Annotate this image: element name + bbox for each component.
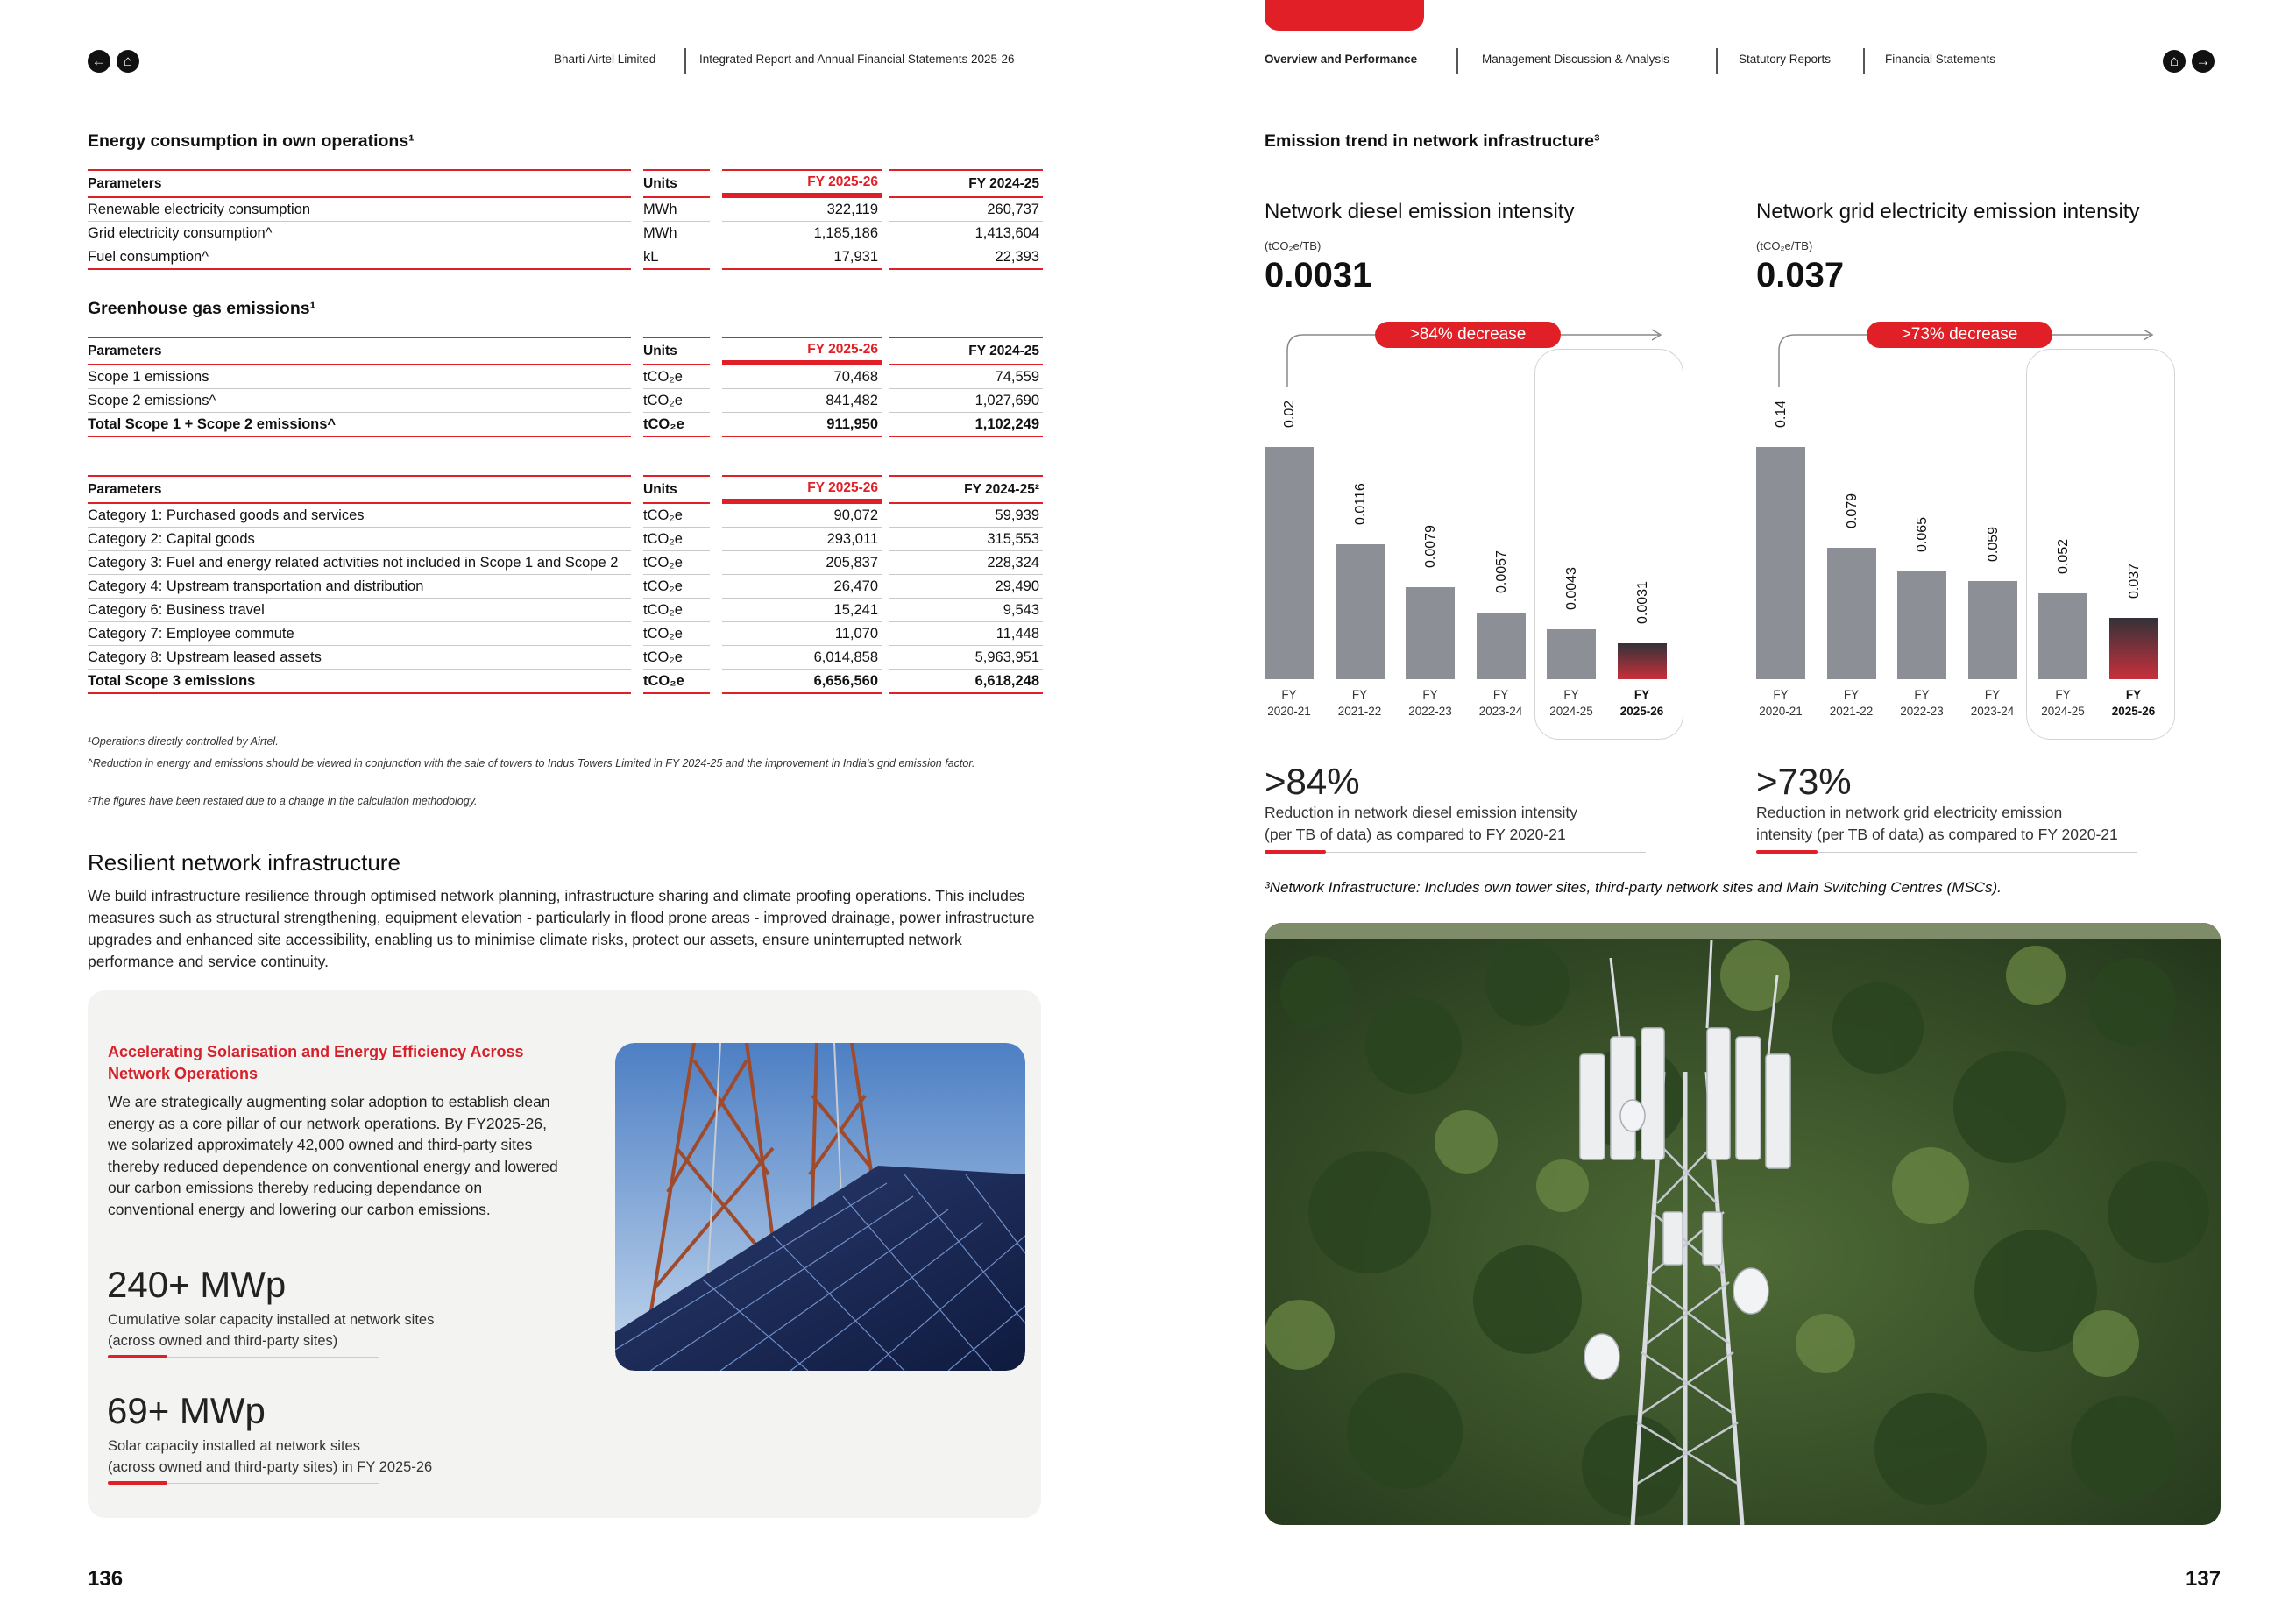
home-icon[interactable]: ⌂: [117, 50, 139, 73]
prior-year-cell: 1,413,604: [889, 222, 1043, 245]
x-tick-line: FY: [1281, 688, 1297, 701]
bar-value-label: 0.02: [1282, 400, 1297, 428]
table-row: [88, 670, 1043, 694]
current-year-cell: 6,014,858: [722, 646, 882, 670]
gap: [631, 198, 643, 222]
gap: [631, 599, 643, 622]
gap: [631, 504, 643, 528]
prior-year-cell: 74,559: [889, 365, 1043, 389]
gap: [710, 646, 722, 670]
bar: [1756, 447, 1805, 679]
nav-divider: [1456, 48, 1458, 74]
units-cell: MWh: [643, 198, 710, 222]
x-tick-label: [1821, 686, 1882, 720]
x-tick-line: 2021-22: [1337, 705, 1382, 718]
diesel-reduction-line1: Reduction in network diesel emission intensity: [1265, 804, 1577, 821]
x-tick-label: [1470, 686, 1532, 720]
stat-240-desc: [108, 1309, 434, 1351]
nav-statutory[interactable]: Statutory Reports: [1739, 53, 1832, 66]
footnote-3: ²The figures have been restated due to a change in the calculation methodology.: [88, 795, 478, 807]
current-year-cell: 1,185,186: [722, 222, 882, 245]
units-cell: tCO₂e: [643, 528, 710, 551]
gap: [631, 222, 643, 245]
chart-unit: (tCO₂e/TB): [1756, 239, 1813, 252]
gap: [631, 245, 643, 270]
param-cell: Total Scope 3 emissions: [88, 670, 631, 694]
prior-year-cell: 1,102,249: [889, 413, 1043, 437]
table-row: [88, 622, 1043, 646]
company-name: Bharti Airtel Limited: [554, 53, 656, 66]
x-tick-line: FY: [1633, 688, 1650, 701]
current-year-cell: 90,072: [722, 504, 882, 528]
col-parameters: Parameters: [88, 337, 631, 365]
col-units: Units: [643, 475, 710, 504]
x-tick-line: FY: [1351, 688, 1368, 701]
stat-240-desc-line1: Cumulative solar capacity installed at network sites: [108, 1312, 435, 1328]
footnote-2: ^Reduction in energy and emissions should be viewed in conjunction with the sale of towers to Indus Towers Limited in FY 2024-25 and the improvement in India's grid emission factor.: [88, 757, 975, 769]
gap: [710, 365, 722, 389]
stat-69-value: 69+ MWp: [107, 1390, 266, 1431]
x-tick-label: [2032, 686, 2094, 720]
table-row: [88, 245, 1043, 270]
bar: [1477, 613, 1526, 679]
stat-69-desc-line1: Solar capacity installed at network sites: [108, 1438, 360, 1454]
col-fy2025-26: FY 2025-26: [722, 475, 882, 504]
stat-240-desc-line2: (across owned and third-party sites): [108, 1333, 338, 1349]
units-cell: tCO₂e: [643, 646, 710, 670]
stat-69-desc-line2: (across owned and third-party sites) in FY 2025-26: [108, 1459, 433, 1475]
energy-table: [88, 169, 1043, 270]
x-tick-label: [1541, 686, 1602, 720]
emission-trend-title: Emission trend in network infrastructure³: [1265, 131, 1600, 151]
x-tick-label: [1612, 686, 1673, 720]
bar: [1618, 643, 1667, 679]
param-cell: Category 3: Fuel and energy related activities not included in Scope 1 and Scope 2: [88, 551, 631, 575]
current-year-cell: 26,470: [722, 575, 882, 599]
gap: [882, 504, 889, 528]
x-tick-line: FY: [2055, 688, 2071, 701]
x-tick-line: 2025-26: [1619, 705, 1664, 718]
param-cell: Category 4: Upstream transportation and distribution: [88, 575, 631, 599]
units-cell: tCO₂e: [643, 622, 710, 646]
x-tick-label: [1400, 686, 1461, 720]
resilient-body: We build infrastructure resilience through optimised network planning, infrastructure sharing and climate proofing operations. This includes measures such as structural strengthening, equipment elevation - particularly in flood prone areas - improved drainage, power infrastructure upgrades and enhanced site accessibility, enabling us to minimise climate risks, protect our assets, ensure uninterrupted network performance and service continuity.: [88, 887, 1035, 970]
diesel-reduction-accent: [1265, 850, 1326, 854]
bar-value-label: 0.052: [2056, 538, 2071, 574]
gap: [631, 646, 643, 670]
gap: [710, 670, 722, 694]
x-tick-label: [1891, 686, 1952, 720]
prior-year-cell: 9,543: [889, 599, 1043, 622]
chart-title: Network diesel emission intensity: [1265, 200, 1575, 223]
x-tick-line: FY: [1422, 688, 1438, 701]
units-cell: kL: [643, 245, 710, 270]
stat-240-value: 240+ MWp: [107, 1264, 287, 1305]
gap: [882, 599, 889, 622]
gap: [631, 670, 643, 694]
table-row: [88, 599, 1043, 622]
bar-value-label: 0.037: [2126, 563, 2142, 599]
x-tick-line: FY: [1843, 688, 1860, 701]
table-row: [88, 646, 1043, 670]
current-year-highlight: [1534, 349, 1683, 740]
units-cell: tCO₂e: [643, 575, 710, 599]
solar-tower-photo: [615, 1043, 1025, 1371]
gap: [710, 575, 722, 599]
gap: [631, 528, 643, 551]
x-tick-line: FY: [1492, 688, 1509, 701]
x-tick-line: FY: [1914, 688, 1930, 701]
col-units: Units: [643, 169, 710, 198]
units-cell: tCO₂e: [643, 389, 710, 413]
stat-69-accent: [108, 1481, 167, 1485]
units-cell: tCO₂e: [643, 365, 710, 389]
param-cell: Category 8: Upstream leased assets: [88, 646, 631, 670]
ghg-table: [88, 337, 1043, 437]
gap: [710, 504, 722, 528]
gap: [882, 646, 889, 670]
gap: [882, 528, 889, 551]
x-tick-line: FY: [2125, 688, 2142, 701]
bar-value-label: 0.0031: [1634, 580, 1650, 624]
gap: [710, 528, 722, 551]
grid-reduction-desc: [1756, 802, 2118, 846]
tower-forest-photo: [1265, 923, 2221, 1525]
param-cell: Renewable electricity consumption: [88, 198, 631, 222]
gap: [710, 245, 722, 270]
bar-value-label: 0.079: [1844, 493, 1860, 529]
nav-divider: [1716, 48, 1718, 74]
gap: [710, 389, 722, 413]
prior-year-cell: 11,448: [889, 622, 1043, 646]
chart-title: Network grid electricity emission intensity: [1756, 200, 2140, 223]
nav-financial[interactable]: Financial Statements: [1885, 53, 1996, 66]
decrease-badge: >73% decrease: [1867, 322, 2052, 348]
gap: [882, 413, 889, 437]
gap: [710, 222, 722, 245]
table-row: [88, 504, 1043, 528]
param-cell: Scope 1 emissions: [88, 365, 631, 389]
bar: [1547, 629, 1596, 679]
prior-year-cell: 260,737: [889, 198, 1043, 222]
x-tick-label: [1750, 686, 1811, 720]
bar-value-label: 0.0116: [1352, 483, 1368, 526]
col-fy2025-26: FY 2025-26: [722, 337, 882, 365]
x-tick-line: 2022-23: [1900, 705, 1944, 718]
back-arrow-icon[interactable]: ←: [88, 50, 110, 73]
report-title: Integrated Report and Annual Financial Statements 2025-26: [699, 53, 1015, 66]
prior-year-cell: 5,963,951: [889, 646, 1043, 670]
home-icon[interactable]: ⌂: [2163, 50, 2186, 73]
param-cell: Category 6: Business travel: [88, 599, 631, 622]
x-tick-line: 2022-23: [1408, 705, 1452, 718]
bar: [1968, 581, 2017, 679]
x-tick-line: 2023-24: [1970, 705, 2015, 718]
col-parameters: Parameters: [88, 475, 631, 504]
bar: [2109, 618, 2158, 679]
chart-headline-value: 0.037: [1756, 256, 1845, 294]
header-divider: [684, 48, 686, 74]
current-year-cell: 322,119: [722, 198, 882, 222]
current-year-highlight: [2026, 349, 2175, 740]
bar: [1827, 548, 1876, 679]
prior-year-cell: 59,939: [889, 504, 1043, 528]
x-tick-line: 2024-25: [2041, 705, 2085, 718]
gap: [710, 413, 722, 437]
param-cell: Grid electricity consumption^: [88, 222, 631, 245]
stat-240-accent: [108, 1355, 167, 1358]
gap: [631, 389, 643, 413]
x-tick-label: [1962, 686, 2023, 720]
prior-year-cell: 22,393: [889, 245, 1043, 270]
footnote-1: ¹Operations directly controlled by Airtel.: [88, 735, 279, 748]
current-year-cell: 205,837: [722, 551, 882, 575]
prior-year-cell: 228,324: [889, 551, 1043, 575]
gap: [710, 198, 722, 222]
gap: [631, 413, 643, 437]
table-row: [88, 389, 1043, 413]
gap: [882, 222, 889, 245]
col-fy2025-26: FY 2025-26: [722, 169, 882, 198]
solar-callout-title: Accelerating Solarisation and Energy Efficiency Across Network Operations: [108, 1043, 524, 1082]
bar: [1336, 544, 1385, 679]
table-row: [88, 528, 1043, 551]
resilient-title: Resilient network infrastructure: [88, 849, 400, 876]
units-cell: tCO₂e: [643, 504, 710, 528]
x-tick-label: [2103, 686, 2165, 720]
x-tick-line: FY: [1773, 688, 1789, 701]
x-tick-label: [1329, 686, 1391, 720]
table-row: [88, 413, 1043, 437]
x-tick-line: 2020-21: [1267, 705, 1311, 718]
param-cell: Fuel consumption^: [88, 245, 631, 270]
x-tick-line: FY: [1984, 688, 2001, 701]
param-cell: Scope 2 emissions^: [88, 389, 631, 413]
solar-callout-body: We are strategically augmenting solar adoption to establish clean energy as a core pillar of our network operations. By FY2025-26, we solarized approximately 42,000 owned and third-party sites thereby reduced dependence on conventional energy and lowered our carbon emissions thereby reducing dependance on conventional energy and lowering our carbon emissions.: [108, 1093, 558, 1218]
grid-reduction-line1: Reduction in network grid electricity emission: [1756, 804, 2063, 821]
col-fy2024-25: FY 2024-25²: [889, 475, 1043, 504]
gap: [882, 622, 889, 646]
param-cell: Category 7: Employee commute: [88, 622, 631, 646]
param-cell: Total Scope 1 + Scope 2 emissions^: [88, 413, 631, 437]
grid-reduction-line2: intensity (per TB of data) as compared to FY 2020-21: [1756, 826, 2118, 843]
current-year-cell: 11,070: [722, 622, 882, 646]
x-tick-line: 2025-26: [2111, 705, 2156, 718]
nav-divider: [1863, 48, 1865, 74]
units-cell: tCO₂e: [643, 670, 710, 694]
units-cell: tCO₂e: [643, 413, 710, 437]
prior-year-cell: 29,490: [889, 575, 1043, 599]
page-number-left: 136: [88, 1567, 124, 1591]
gap: [631, 551, 643, 575]
table-row: [88, 222, 1043, 245]
current-year-cell: 911,950: [722, 413, 882, 437]
x-tick-line: 2024-25: [1549, 705, 1593, 718]
current-year-cell: 293,011: [722, 528, 882, 551]
diesel-reduction-line2: (per TB of data) as compared to FY 2020-21: [1265, 826, 1566, 843]
x-tick-line: FY: [1563, 688, 1579, 701]
bar: [1897, 571, 1946, 679]
current-year-cell: 15,241: [722, 599, 882, 622]
nav-overview[interactable]: Overview and Performance: [1265, 53, 1418, 66]
bar: [2038, 593, 2087, 679]
gap: [631, 365, 643, 389]
x-tick-line: 2021-22: [1829, 705, 1874, 718]
gap: [882, 575, 889, 599]
chart-unit: (tCO₂e/TB): [1265, 239, 1322, 252]
current-year-cell: 841,482: [722, 389, 882, 413]
diesel-reduction-value: >84%: [1265, 761, 1360, 802]
col-units: Units: [643, 337, 710, 365]
gap: [710, 622, 722, 646]
x-tick-label: [1258, 686, 1320, 720]
col-fy2024-25: FY 2024-25: [889, 169, 1043, 198]
gap: [710, 551, 722, 575]
current-year-cell: 6,656,560: [722, 670, 882, 694]
ghg-section-title: Greenhouse gas emissions¹: [88, 299, 316, 318]
forward-arrow-icon[interactable]: →: [2192, 50, 2215, 73]
bar-value-label: 0.0057: [1493, 550, 1509, 594]
gap: [631, 622, 643, 646]
bar: [1406, 587, 1455, 679]
energy-section-title: Energy consumption in own operations¹: [88, 131, 415, 151]
chart-headline-value: 0.0031: [1265, 256, 1372, 294]
table-row: [88, 575, 1043, 599]
prior-year-cell: 1,027,690: [889, 389, 1043, 413]
bar: [1265, 447, 1314, 679]
bar-value-label: 0.14: [1774, 400, 1789, 428]
scope3-table: [88, 475, 1043, 694]
gap: [882, 365, 889, 389]
gap: [882, 551, 889, 575]
gap: [631, 575, 643, 599]
col-parameters: Parameters: [88, 169, 631, 198]
bar-value-label: 0.059: [1985, 527, 2001, 563]
grid-reduction-value: >73%: [1756, 761, 1852, 802]
gap: [710, 599, 722, 622]
param-cell: Category 1: Purchased goods and services: [88, 504, 631, 528]
gap: [882, 389, 889, 413]
current-year-cell: 70,468: [722, 365, 882, 389]
diesel-reduction-desc: [1265, 802, 1577, 846]
col-fy2024-25: FY 2024-25: [889, 337, 1043, 365]
section-tab-marker: [1265, 0, 1424, 31]
gap: [882, 670, 889, 694]
gap: [882, 245, 889, 270]
bar-value-label: 0.0043: [1564, 567, 1579, 611]
gap: [882, 198, 889, 222]
bar-value-label: 0.065: [1915, 516, 1930, 552]
prior-year-cell: 315,553: [889, 528, 1043, 551]
units-cell: tCO₂e: [643, 599, 710, 622]
current-year-cell: 17,931: [722, 245, 882, 270]
table-row: [88, 365, 1043, 389]
bar-value-label: 0.0079: [1423, 525, 1438, 569]
grid-reduction-accent: [1756, 850, 1818, 854]
page-number-right: 137: [2186, 1567, 2222, 1591]
units-cell: tCO₂e: [643, 551, 710, 575]
decrease-badge: >84% decrease: [1375, 322, 1561, 348]
table-row: [88, 551, 1043, 575]
table-row: [88, 198, 1043, 222]
x-tick-line: 2023-24: [1478, 705, 1523, 718]
nav-mda[interactable]: Management Discussion & Analysis: [1482, 53, 1669, 66]
units-cell: MWh: [643, 222, 710, 245]
x-tick-line: 2020-21: [1759, 705, 1803, 718]
stat-69-desc: [108, 1436, 432, 1478]
network-footnote: ³Network Infrastructure: Includes own tower sites, third-party network sites and Main Switching Centres (MSCs).: [1265, 879, 2002, 896]
prior-year-cell: 6,618,248: [889, 670, 1043, 694]
param-cell: Category 2: Capital goods: [88, 528, 631, 551]
